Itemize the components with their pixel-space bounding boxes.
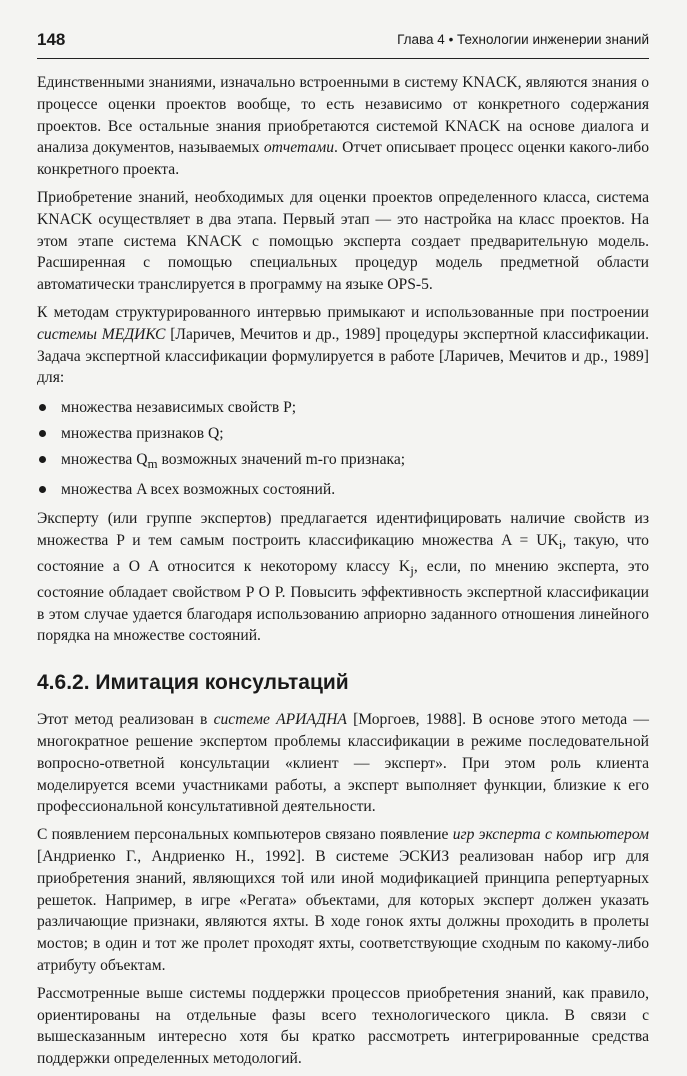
page-header bbox=[37, 28, 649, 59]
list-item: множества признаков Q; bbox=[37, 421, 649, 447]
list-item: множества независимых свойств P; bbox=[37, 395, 649, 421]
bullet-icon bbox=[39, 430, 46, 437]
paragraph-conclusion: Рассмотренные выше системы поддержки процессов приобретения знаний, как правило, ориентированы на отдельные фазы всего технологического цикла. В связи с вышесказанным интересно хотя бы кратко рассмотреть интегрированные средства поддержки определенных методологий. bbox=[37, 984, 649, 1068]
paragraph-classification: Эксперту (или группе экспертов) предлагается идентифицировать наличие свойств из множества P и тем самым построить классификацию множества $A = UK_i$, такую, что состояние a O A относится к некоторому классу $K_j$, если, по мнению эксперта, это состояние обладает свойством P O P. Повысить эффективность экспертной классификации в этом случае удается благодаря использованию априорно заданного отношения линейного порядка на множестве состояний. bbox=[37, 510, 649, 645]
section-title: 4.6.2. Имитация консультаций bbox=[37, 671, 349, 695]
bullet-icon bbox=[39, 486, 46, 493]
list-item: множества $Q_m$ возможных значений m-го признака; bbox=[37, 447, 649, 477]
running-title: Глава 4 • Технологии инженерии знаний bbox=[397, 32, 649, 47]
page-number: 148 bbox=[37, 30, 66, 49]
sets-list bbox=[37, 395, 649, 503]
emphasis: системе АРИАДНА bbox=[213, 711, 347, 729]
emphasis: системы МЕДИКС bbox=[37, 325, 166, 343]
paragraph-knack-intro: Единственными знаниями, изначально встроенными в систему KNACK, являются знания о процессе оценки проектов вообще, то есть независимо от конкретного содержания проектов. Все остальные знания приобретаются системой KNACK на основе диалога и анализа документов, называемых отчетами. Отчет описывает процесс оценки какого-либо конкретного проекта. bbox=[37, 74, 649, 179]
paragraph-knack-stages: Приобретение знаний, необходимых для оценки проектов определенного класса, система KNACK осуществляет в два этапа. Первый этап — это настройка на класс проектов. На этом этапе система KNACK с помощью эксперта создает предварительную модель. Расширенная с помощью специальных процедур модель предметной области автоматически транслируется в программу на языке OPS-5. bbox=[37, 188, 649, 294]
paragraph-games: С появлением персональных компьютеров связано появление игр эксперта с компьютером [Андриенко Г., Андриенко Н., 1992]. В системе ЭСКИЗ реализован набор игр для приобретения знаний, являющихся той или иной модификацией принципа репертуарных решеток. Например, в игре «Регата» объектами, для которых эксперт должен указать различающие признаки, являются яхты. В ходе гонок яхты должны проходить в пролеты мостов; в один и тот же пролет проходят яхты, соответствующие сходным по какому-либо атрибуту объектам. bbox=[37, 826, 649, 975]
paragraph-ariadna: Этот метод реализован в системе АРИАДНА [Моргоев, 1988]. В основе этого метода — многократное решение экспертом проблемы классификации в режиме последовательной вопросно-ответной консультации «клиент — эксперт». При этом роль клиента моделируется всеми участниками работы, а эксперт выполняет функции, близкие к его профессиональной консультативной деятельности. bbox=[37, 711, 650, 816]
list-item: множества A всех возможных состояний. bbox=[37, 477, 649, 503]
bullet-icon bbox=[39, 456, 46, 463]
paragraph-medix: К методам структурированного интервью примыкают и использованные при построении системы МЕДИКС [Ларичев, Мечитов и др., 1989] процедуры экспертной классификации. Задача экспертной классификации формулируется в работе [Ларичев, Мечитов и др., 1989] для: bbox=[37, 303, 649, 387]
emphasis: игр эксперта с компьютером bbox=[452, 826, 649, 844]
page-body bbox=[37, 72, 649, 1076]
bullet-icon bbox=[39, 404, 46, 411]
emphasis: отчетами bbox=[263, 139, 335, 157]
